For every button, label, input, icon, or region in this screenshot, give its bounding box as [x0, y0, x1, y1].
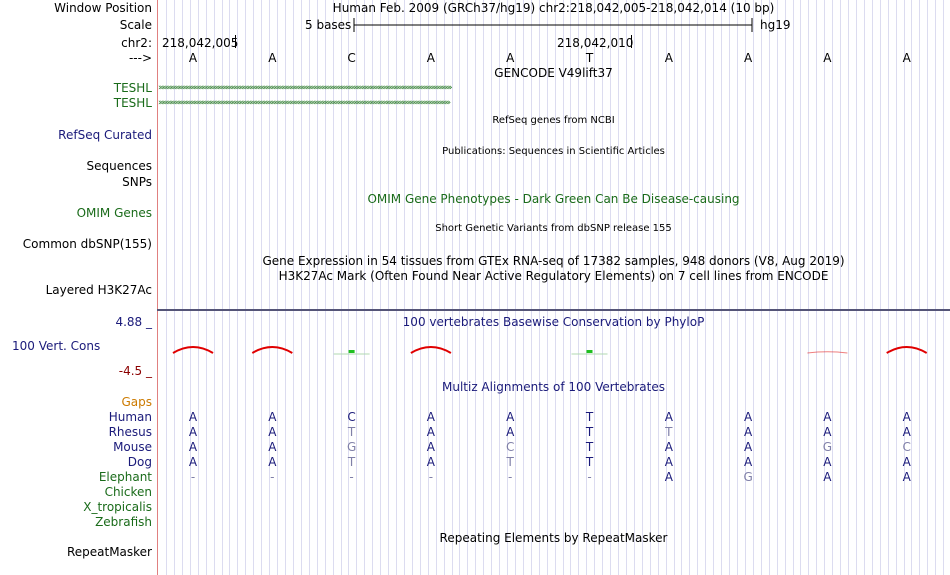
alignment-base: G [346, 440, 357, 454]
alignment-base: T [585, 425, 594, 439]
alignment-base: A [743, 455, 753, 469]
refseq-track-title[interactable]: RefSeq genes from NCBI [492, 115, 615, 126]
alignment-base: A [268, 440, 277, 454]
alignment-base: A [823, 410, 832, 424]
alignment-base: T [585, 440, 594, 454]
track-separator [157, 309, 950, 311]
scale-bar [352, 17, 757, 33]
scale-bases-text: 5 bases [305, 18, 352, 32]
coord-left-tick [235, 35, 236, 48]
alignment-base: A [188, 440, 198, 454]
alignment-base: G [822, 440, 833, 454]
snps-label[interactable]: SNPs [122, 175, 152, 189]
base-letter: A [188, 51, 198, 65]
vert-cons-label[interactable]: 100 Vert. Cons [12, 339, 101, 353]
teshl-label-2[interactable]: TESHL [113, 96, 152, 110]
alignment-base: A [823, 455, 832, 469]
alignment-base: A [426, 425, 435, 439]
alignment-base: T [347, 425, 356, 439]
gencode-track-title[interactable]: GENCODE V49lift37 [494, 66, 613, 80]
sequences-label[interactable]: Sequences [86, 159, 152, 173]
alignment-base: - [428, 470, 434, 484]
base-letter: A [506, 51, 515, 65]
conservation-peak [411, 347, 451, 353]
alignment-base: G [743, 470, 753, 484]
species-label-x_tropicalis[interactable]: X_tropicalis [83, 500, 152, 514]
species-label-chicken[interactable]: Chicken [104, 485, 152, 499]
alignment-base: A [188, 425, 198, 439]
alignment-base: A [506, 410, 515, 424]
alignment-base: A [743, 425, 753, 439]
species-label-rhesus[interactable]: Rhesus [108, 425, 152, 439]
assembly-position-text[interactable]: Human Feb. 2009 (GRCh37/hg19) chr2:218,042,005-218,042,014 (10 bp) [332, 1, 775, 15]
alignment-base: A [902, 425, 911, 439]
scale-db-text: hg19 [760, 18, 791, 32]
base-letter: A [902, 51, 911, 65]
coord-mid: 218,042,010 [557, 36, 634, 50]
species-label-dog[interactable]: Dog [127, 455, 152, 469]
base-letter: A [823, 51, 832, 65]
conservation-mark [349, 350, 355, 353]
alignment-base: A [188, 410, 198, 424]
alignment-base: A [268, 455, 277, 469]
base-letter: C [347, 51, 356, 65]
gtex-track-title[interactable]: Gene Expression in 54 tissues from GTEx RNA-seq of 17382 samples, 948 donors (V8, Aug 2019) [262, 254, 845, 268]
window-position-label: Window Position [54, 1, 152, 15]
alignment-base: A [188, 455, 198, 469]
alignment-base: C [347, 410, 356, 424]
dbsnp-track-title[interactable]: Short Genetic Variants from dbSNP release 155 [435, 223, 672, 234]
base-letter: A [426, 51, 435, 65]
scale-label: Scale [119, 18, 152, 32]
alignment-base: A [823, 470, 832, 484]
alignment-base: A [743, 410, 753, 424]
alignment-base: A [426, 455, 435, 469]
alignment-base: T [347, 455, 356, 469]
alignment-base: - [587, 470, 592, 484]
refseq-curated-label[interactable]: RefSeq Curated [58, 128, 152, 142]
phylop-max-value: 4.88 _ [115, 315, 152, 329]
alignment-base: A [268, 410, 277, 424]
species-label-zebrafish[interactable]: Zebrafish [95, 515, 152, 529]
alignment-base: T [506, 455, 514, 469]
omim-genes-label[interactable]: OMIM Genes [76, 206, 152, 220]
base-letter: A [743, 51, 753, 65]
alignment-base: T [665, 425, 673, 439]
alignment-base: A [902, 455, 911, 469]
alignment-base: - [190, 470, 196, 484]
alignment-base: A [506, 425, 515, 439]
repeatmasker-track-title[interactable]: Repeating Elements by RepeatMasker [439, 531, 668, 545]
coord-mid-tick [631, 35, 632, 48]
alignment-base: T [585, 455, 594, 469]
alignment-base: T [585, 410, 594, 424]
teshl-label-1[interactable]: TESHL [113, 81, 152, 95]
teshl-gene-line-1[interactable]: ››››››››››››››››››››››››››››››››››››››››››››››››››››››››››››››››››››››››››››››››››››››››››››››››››››››››››››››››››››››››››››››››››››››››››››››››››››››››››››››››››››››››››››››››››››››› [158, 84, 451, 92]
species-label-human[interactable]: Human [108, 410, 152, 424]
conservation-peak [173, 347, 213, 353]
gaps-label: Gaps [121, 395, 152, 409]
alignment-base: A [664, 455, 673, 469]
multiz-track-title[interactable]: Multiz Alignments of 100 Vertebrates [441, 380, 666, 394]
teshl-gene-line-2[interactable]: ›››››››››››››››››››››››››››››››››››››››››››››››››››››››››››››››››››››››››››››››››››››››››››››››››››››››››››››››››››››››››››››››››››››››››››››››››››››››››››››››››››››››››››››››››››››› [158, 99, 450, 107]
base-letter: A [268, 51, 277, 65]
strand-direction-label: ---> [128, 51, 152, 65]
alignment-base: - [508, 470, 513, 484]
alignment-base: - [270, 470, 275, 484]
coord-left: 218,042,005 [162, 36, 239, 50]
alignment-base: - [349, 470, 354, 484]
omim-track-title[interactable]: OMIM Gene Phenotypes - Dark Green Can Be Disease-causing [367, 192, 740, 206]
base-letter: T [585, 51, 594, 65]
phylop-track-title[interactable]: 100 vertebrates Basewise Conservation by PhyloP [402, 315, 705, 329]
alignment-base: C [505, 440, 515, 454]
conservation-peak [807, 352, 847, 353]
species-label-elephant[interactable]: Elephant [98, 470, 152, 484]
conservation-mark [587, 350, 593, 353]
conservation-plot[interactable] [157, 338, 950, 362]
base-letter: A [664, 51, 673, 65]
conservation-peak [252, 347, 292, 353]
alignment-base: A [268, 425, 277, 439]
alignment-base: A [664, 410, 673, 424]
alignment-base: A [426, 410, 435, 424]
publications-track-title[interactable]: Publications: Sequences in Scientific Articles [442, 146, 665, 157]
alignment-base: A [664, 440, 673, 454]
alignment-base: A [664, 470, 673, 484]
common-dbsnp-label[interactable]: Common dbSNP(155) [22, 237, 152, 251]
alignment-base: A [902, 410, 911, 424]
alignment-base: C [902, 440, 911, 454]
conservation-peak [887, 347, 927, 353]
species-label-mouse[interactable]: Mouse [113, 440, 152, 454]
alignment-base: A [902, 470, 911, 484]
alignment-base: A [823, 425, 832, 439]
layered-h3k27ac-label[interactable]: Layered H3K27Ac [45, 283, 152, 297]
phylop-min-value: -4.5 _ [118, 364, 152, 378]
chrom-label: chr2: [121, 36, 152, 50]
repeatmasker-label[interactable]: RepeatMasker [66, 545, 152, 559]
h3k27ac-track-title[interactable]: H3K27Ac Mark (Often Found Near Active Regulatory Elements) on 7 cell lines from ENCODE [278, 269, 829, 283]
alignment-base: A [743, 440, 753, 454]
alignment-base: A [426, 440, 435, 454]
